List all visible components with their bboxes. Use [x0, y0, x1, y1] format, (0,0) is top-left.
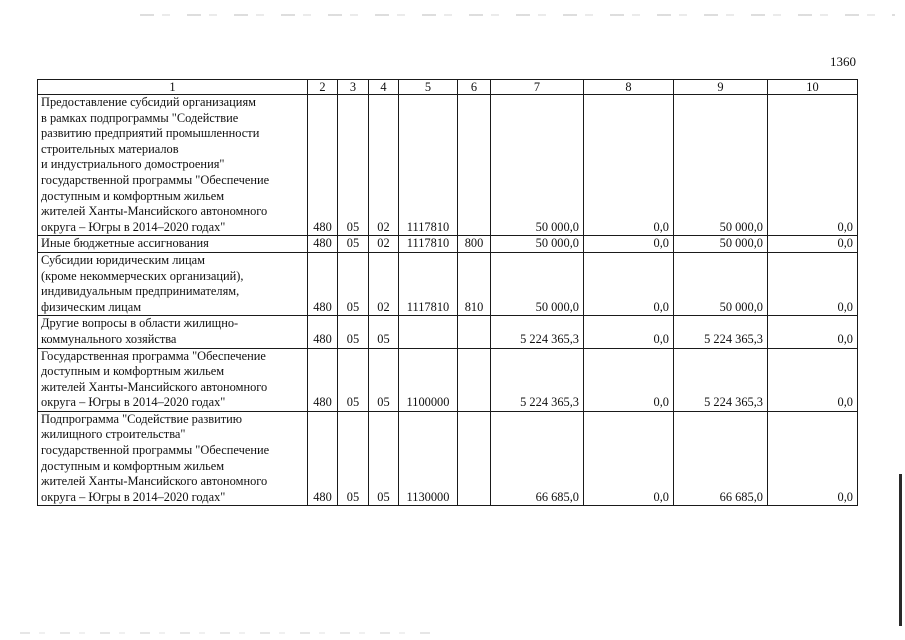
table-cell: 66 685,0	[674, 411, 768, 506]
description-line: жителей Ханты-Мансийского автономного	[41, 204, 268, 219]
budget-table	[37, 79, 858, 506]
table-cell: 1117810	[399, 95, 458, 236]
table-cell: 0,0	[768, 236, 858, 253]
table-row	[38, 316, 858, 348]
description-line: жителей Ханты-Мансийского автономного	[41, 474, 268, 489]
row-description	[38, 411, 308, 506]
table-cell: 05	[369, 348, 399, 411]
table-cell: 05	[338, 236, 369, 253]
description-line: доступным и комфортным жильем	[41, 364, 225, 379]
table-cell: 0,0	[768, 348, 858, 411]
table-cell: 480	[308, 316, 338, 348]
table-cell: 810	[458, 252, 491, 315]
description-line: Субсидии юридическим лицам	[41, 252, 206, 267]
column-header: 6	[458, 80, 491, 95]
table-cell: 1117810	[399, 236, 458, 253]
table-cell	[458, 95, 491, 236]
description-line: Иные бюджетные ассигнования	[41, 236, 209, 251]
table-cell: 480	[308, 95, 338, 236]
page-number: 1360	[830, 54, 856, 69]
table-cell: 05	[369, 411, 399, 506]
table-cell	[399, 316, 458, 348]
description-line: округа – Югры в 2014–2020 годах"	[41, 489, 226, 504]
table-cell	[458, 316, 491, 348]
description-line: физическим лицам	[41, 299, 142, 314]
table-cell: 5 224 365,3	[491, 316, 584, 348]
description-line: жилищного строительства"	[41, 427, 186, 442]
column-header: 1	[38, 80, 308, 95]
description-line: доступным и комфортным жильем	[41, 458, 225, 473]
column-header: 4	[369, 80, 399, 95]
column-header: 8	[584, 80, 674, 95]
table-cell: 480	[308, 252, 338, 315]
table-cell: 480	[308, 348, 338, 411]
description-line: коммунального хозяйства	[41, 331, 177, 346]
table-cell	[458, 411, 491, 506]
table-cell: 1117810	[399, 252, 458, 315]
scan-edge-bar	[899, 474, 902, 626]
scan-noise-bottom	[20, 632, 430, 634]
column-header: 9	[674, 80, 768, 95]
table-cell: 0,0	[768, 252, 858, 315]
table-row	[38, 252, 858, 315]
row-description	[38, 95, 308, 236]
column-header: 10	[768, 80, 858, 95]
table-cell: 50 000,0	[491, 252, 584, 315]
table-cell: 05	[369, 316, 399, 348]
description-line: округа – Югры в 2014–2020 годах"	[41, 219, 226, 234]
table-cell: 5 224 365,3	[491, 348, 584, 411]
table-cell: 5 224 365,3	[674, 316, 768, 348]
description-line: Другие вопросы в области жилищно-	[41, 316, 239, 331]
description-line: строительных материалов	[41, 141, 179, 156]
table-row	[38, 348, 858, 411]
scan-noise-top	[140, 14, 895, 16]
table-cell: 05	[338, 316, 369, 348]
table-cell: 50 000,0	[674, 95, 768, 236]
table-cell: 50 000,0	[491, 95, 584, 236]
table-cell: 66 685,0	[491, 411, 584, 506]
row-description	[38, 252, 308, 315]
column-header: 7	[491, 80, 584, 95]
table-cell: 0,0	[584, 316, 674, 348]
table-row	[38, 95, 858, 236]
row-description	[38, 348, 308, 411]
table-cell: 0,0	[584, 95, 674, 236]
description-line: в рамках подпрограммы "Содействие	[41, 110, 239, 125]
description-line: государственной программы "Обеспечение	[41, 172, 270, 187]
table-cell: 1130000	[399, 411, 458, 506]
table-row	[38, 236, 858, 253]
description-line: Предоставление субсидий организациям	[41, 95, 256, 109]
table-cell: 0,0	[768, 316, 858, 348]
table-cell: 1100000	[399, 348, 458, 411]
table-cell: 480	[308, 236, 338, 253]
table-cell: 480	[308, 411, 338, 506]
column-header: 3	[338, 80, 369, 95]
description-line: (кроме некоммерческих организаций),	[41, 268, 244, 283]
table-cell: 0,0	[584, 348, 674, 411]
table-cell: 02	[369, 95, 399, 236]
table-cell: 0,0	[584, 252, 674, 315]
table-cell: 800	[458, 236, 491, 253]
table-cell: 05	[338, 95, 369, 236]
table-cell	[458, 348, 491, 411]
description-line: развитию предприятий промышленности	[41, 126, 260, 141]
description-line: и индустриального домостроения"	[41, 157, 225, 172]
table-header-row	[38, 80, 858, 95]
table-cell: 50 000,0	[674, 236, 768, 253]
table-cell: 0,0	[584, 411, 674, 506]
table-cell: 05	[338, 411, 369, 506]
row-description	[38, 316, 308, 348]
description-line: доступным и комфортным жильем	[41, 188, 225, 203]
table-cell: 02	[369, 252, 399, 315]
table-cell: 05	[338, 348, 369, 411]
table-cell: 02	[369, 236, 399, 253]
description-line: индивидуальным предпринимателям,	[41, 284, 240, 299]
description-line: Подпрограмма "Содействие развитию	[41, 411, 243, 426]
table-cell: 50 000,0	[674, 252, 768, 315]
row-description	[38, 236, 308, 253]
table-cell: 05	[338, 252, 369, 315]
table-cell: 5 224 365,3	[674, 348, 768, 411]
table-row	[38, 411, 858, 506]
description-line: Государственная программа "Обеспечение	[41, 348, 266, 363]
column-header: 2	[308, 80, 338, 95]
table-cell: 0,0	[584, 236, 674, 253]
table-cell: 0,0	[768, 411, 858, 506]
table-cell: 0,0	[768, 95, 858, 236]
column-header: 5	[399, 80, 458, 95]
table-cell: 50 000,0	[491, 236, 584, 253]
description-line: государственной программы "Обеспечение	[41, 443, 270, 458]
description-line: округа – Югры в 2014–2020 годах"	[41, 395, 226, 410]
description-line: жителей Ханты-Мансийского автономного	[41, 379, 268, 394]
